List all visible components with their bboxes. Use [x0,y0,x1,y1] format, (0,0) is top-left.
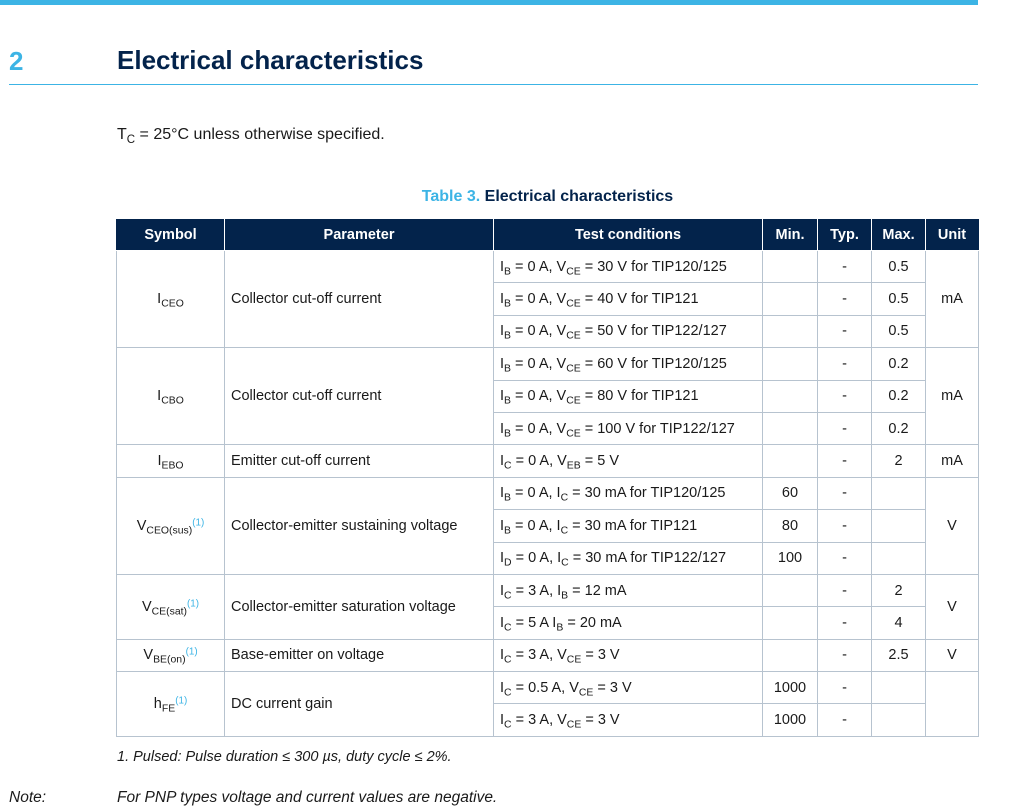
section-divider [9,84,978,85]
parameter-cell: Collector-emitter saturation voltage [225,574,494,639]
condition-text: I [500,291,505,308]
header-max: Max. [872,220,926,251]
condition-subscript: B [504,428,511,440]
min-cell [763,412,818,444]
table-header-row [117,220,979,251]
symbol-subscript: CEO(sus) [146,525,193,537]
table-row [117,574,979,606]
table-row [117,477,979,509]
condition-text: I [500,712,505,729]
typ-cell: - [818,315,872,347]
condition-text: = 3 V [581,647,620,664]
typ-cell: - [818,283,872,315]
max-cell: 0.2 [872,380,926,412]
note-label: Note: [9,789,47,806]
min-cell: 1000 [763,672,818,704]
test-condition-cell [494,510,763,542]
symbol-letter: V [143,647,154,664]
table-caption [117,188,978,206]
condition-subscript: B [556,622,564,634]
condition-subscript: B [504,493,511,505]
min-cell: 1000 [763,704,818,736]
symbol-letter: h [153,695,162,712]
symbol-subscript: FE [161,703,176,715]
condition-subscript: CE [566,395,581,407]
symbol-letter: I [157,453,162,470]
condition-text: = 0 A, V [511,388,567,405]
symbol-cell [117,477,225,574]
condition-text: = 30 mA for TIP122/127 [568,550,727,567]
condition-text: = 60 V for TIP120/125 [580,355,727,372]
condition-text: = 20 mA [563,614,622,631]
unit-cell: mA [926,348,979,445]
condition-text: = 0 A, I [511,485,561,502]
symbol-cell [117,639,225,671]
min-cell [763,574,818,606]
test-condition-cell [494,477,763,509]
table-caption-number: Table 3. [421,188,481,205]
parameter-cell: Collector cut-off current [225,251,494,348]
section-number: 2 [9,46,24,76]
test-condition-cell [494,607,763,639]
condition-subscript: B [561,590,569,602]
condition-subscript: B [504,395,511,407]
typ-cell: - [818,639,872,671]
condition-subscript: C [560,525,569,537]
condition-symbol: T [117,126,127,143]
max-cell [872,477,926,509]
condition-text: = 0 A, V [511,420,567,437]
max-cell: 0.5 [872,283,926,315]
min-cell: 100 [763,542,818,574]
condition-subscript: CE [566,655,582,667]
parameter-cell: Collector cut-off current [225,348,494,445]
condition-subscript: CE [566,428,581,440]
condition-text: = 0 A, V [511,291,567,308]
condition-text: I [500,582,505,599]
test-condition-cell [494,412,763,444]
condition-text: = 0.5 A, V [511,679,579,696]
typ-cell: - [818,672,872,704]
symbol-cell [117,348,225,445]
typ-cell: - [818,607,872,639]
table-row [117,639,979,671]
symbol-cell [117,251,225,348]
condition-text: = 12 mA [568,582,627,599]
condition-text: I [500,517,505,534]
condition-text: I [500,550,505,567]
parameter-cell: Collector-emitter sustaining voltage [225,477,494,574]
header-symbol: Symbol [117,220,225,251]
max-cell: 0.2 [872,412,926,444]
condition-text: = 3 A, V [511,647,567,664]
test-condition-cell [494,445,763,477]
condition-text: = 3 V [581,712,620,729]
typ-cell: - [818,510,872,542]
condition-text: = 0 A, V [511,323,567,340]
min-cell [763,380,818,412]
condition-text: = 5 V [580,453,620,470]
condition-text: I [500,323,505,340]
parameter-cell: Base-emitter on voltage [225,639,494,671]
condition-text: = 40 V for TIP121 [580,291,699,308]
typ-cell: - [818,477,872,509]
condition-subscript: B [504,298,511,310]
max-cell: 4 [872,607,926,639]
typ-cell: - [818,542,872,574]
condition-text: = 100 V for TIP122/127 [580,420,735,437]
top-accent-rule [0,0,978,5]
table-body [117,251,979,737]
condition-text: = 80 V for TIP121 [580,388,699,405]
section-title: Electrical characteristics [117,45,424,75]
unit-cell: V [926,639,979,671]
condition-subscript: B [504,331,511,343]
condition-text: = 0 A, I [511,550,562,567]
table-caption-title: Electrical characteristics [484,188,674,205]
typ-cell: - [818,574,872,606]
symbol-letter: I [157,388,162,405]
condition-text: = 25°C unless otherwise specified. [135,126,385,143]
condition-subscript: B [504,266,511,278]
condition-subscript: C [504,687,512,699]
condition-subscript: D [504,557,512,569]
test-condition-cell [494,283,763,315]
symbol-subscript: CBO [161,395,184,407]
note-text: For PNP types voltage and current values are negative. [117,789,498,806]
max-cell [872,542,926,574]
header-parameter: Parameter [225,220,494,251]
parameter-cell: Emitter cut-off current [225,445,494,477]
condition-text: = 0 A, V [511,453,567,470]
condition-text: I [500,679,505,696]
test-condition-statement [117,126,385,147]
condition-text: = 0 A, I [511,517,561,534]
min-cell: 80 [763,510,818,542]
condition-subscript: C [504,719,512,731]
test-condition-cell [494,315,763,347]
condition-subscript: CE [566,331,581,343]
test-condition-cell [494,380,763,412]
condition-text: I [500,453,505,470]
symbol-cell [117,445,225,477]
condition-text: I [500,258,505,275]
header-test-conditions: Test conditions [494,220,763,251]
max-cell: 0.5 [872,251,926,283]
max-cell [872,672,926,704]
min-cell [763,315,818,347]
table-row [117,348,979,380]
condition-subscript: CE [566,363,581,375]
typ-cell: - [818,251,872,283]
condition-subscript: C [504,460,512,472]
footnote-reference: (1) [185,646,198,658]
condition-subscript: C [560,493,569,505]
condition-subscript: CE [566,266,581,278]
footnote-reference: (1) [192,517,205,529]
symbol-letter: I [157,291,162,308]
min-cell [763,283,818,315]
typ-cell: - [818,412,872,444]
max-cell: 2.5 [872,639,926,671]
max-cell: 0.5 [872,315,926,347]
condition-subscript: B [504,363,511,375]
condition-text: = 3 V [593,679,632,696]
test-condition-cell [494,348,763,380]
test-condition-cell [494,574,763,606]
condition-subscript: CE [578,687,594,699]
condition-text: = 0 A, V [511,258,567,275]
condition-text: I [500,647,505,664]
condition-text: I [500,485,505,502]
typ-cell: - [818,445,872,477]
symbol-letter: V [136,517,147,534]
unit-cell [926,672,979,737]
condition-text: = 30 V for TIP120/125 [580,258,727,275]
condition-subscript: C [561,557,569,569]
condition-subscript: CE [566,719,582,731]
footnote-reference: (1) [175,695,188,707]
condition-text: = 3 A, I [511,582,562,599]
parameter-cell: DC current gain [225,672,494,737]
condition-text: I [500,355,505,372]
symbol-subscript: EBO [161,460,184,472]
table-row [117,672,979,704]
typ-cell: - [818,704,872,736]
symbol-cell [117,672,225,737]
max-cell: 2 [872,574,926,606]
min-cell [763,348,818,380]
min-cell [763,639,818,671]
condition-symbol-subscript: C [126,134,136,147]
footnote-reference: (1) [187,598,200,610]
header-typ: Typ. [818,220,872,251]
symbol-subscript: BE(on) [153,655,186,667]
symbol-cell [117,574,225,639]
condition-text: I [500,614,505,631]
max-cell: 2 [872,445,926,477]
header-min: Min. [763,220,818,251]
table-row [117,445,979,477]
test-condition-cell [494,672,763,704]
typ-cell: - [818,348,872,380]
table-footnote: 1. Pulsed: Pulse duration ≤ 300 µs, duty cycle ≤ 2%. [117,749,452,765]
electrical-characteristics-table [116,219,979,737]
min-cell [763,607,818,639]
condition-subscript: C [504,655,512,667]
condition-subscript: C [504,622,512,634]
test-condition-cell [494,251,763,283]
unit-cell: mA [926,445,979,477]
symbol-subscript: CE(sat) [151,606,187,618]
condition-text: I [500,388,505,405]
unit-cell: V [926,574,979,639]
condition-text: = 30 mA for TIP121 [568,517,698,534]
test-condition-cell [494,542,763,574]
condition-text: = 5 A I [511,614,557,631]
max-cell [872,704,926,736]
condition-subscript: B [504,525,511,537]
min-cell [763,251,818,283]
condition-subscript: C [504,590,512,602]
min-cell [763,445,818,477]
symbol-letter: V [141,598,152,615]
condition-subscript: CE [566,298,581,310]
condition-text: = 30 mA for TIP120/125 [568,485,726,502]
typ-cell: - [818,380,872,412]
min-cell: 60 [763,477,818,509]
unit-cell: mA [926,251,979,348]
table-row [117,251,979,283]
test-condition-cell [494,639,763,671]
condition-text: = 3 A, V [511,712,567,729]
condition-subscript: EB [566,460,581,472]
condition-text: = 0 A, V [511,355,567,372]
unit-cell: V [926,477,979,574]
condition-text: = 50 V for TIP122/127 [580,323,727,340]
condition-text: I [500,420,505,437]
symbol-subscript: CEO [161,298,184,310]
max-cell: 0.2 [872,348,926,380]
header-unit: Unit [926,220,979,251]
test-condition-cell [494,704,763,736]
max-cell [872,510,926,542]
